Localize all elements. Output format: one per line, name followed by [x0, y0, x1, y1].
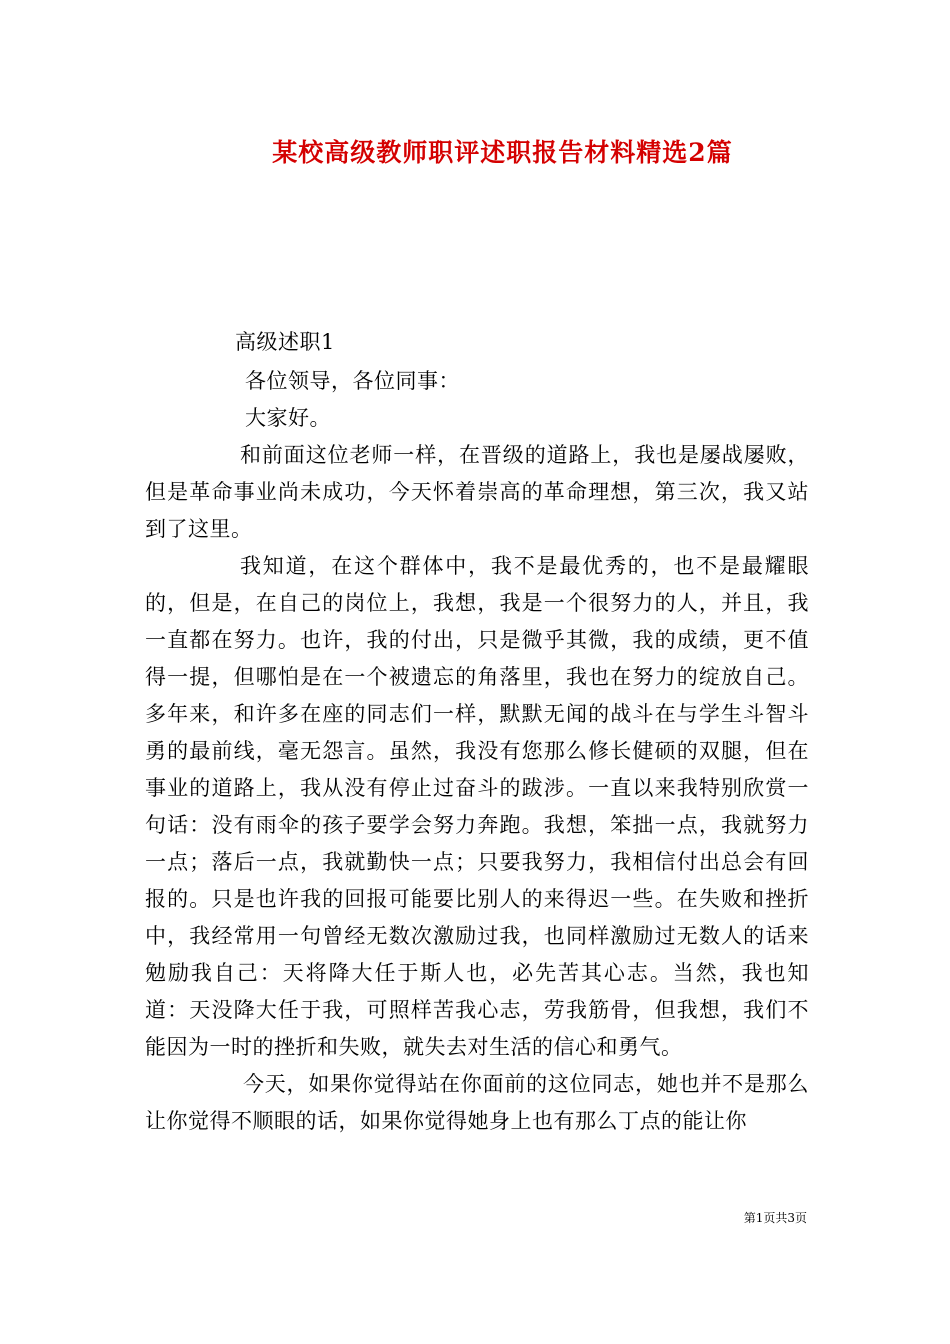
salutation: 各位领导，各位同事： [245, 369, 460, 393]
paragraph-2: 我知道，在这个群体中，我不是最优秀的，也不是最耀眼的，但是，在自己的岗位上，我想，我是一个很努力的人，并且，我一直都在努力。也许，我的付出，只是微乎其微，我的成绩，更不值得一提，但哪怕是在一个被遗忘的角落里，我也在努力的绽放自己。多年来，和许多在座的同志们一样，默默无闻的战斗在与学生斗智斗勇的最前线，毫无怨言。虽然，我没有您那么修长健硕的双腿，但在事业的道路上，我从没有停止过奋斗的跋涉。一直以来我特别欣赏一句话：没有雨伞的孩子要学会努力奔跑。我想，笨拙一点，我就努力一点；落后一点，我就勤快一点；只要我努力，我相信付出总会有回报的。只是也许我的回报可能要比别人的来得迟一些。在失败和挫折中，我经常用一句曾经无数次激励过我，也同样激励过无数人的话来勉励我自己：天将降大任于斯人也，必先苦其心志。当然，我也知道：天没降大任于我，可照样苦我心志，劳我筋骨，但我想，我们不能因为一时的挫折和失败，就失去对生活的信心和勇气。 [145, 554, 809, 1059]
paragraph-1: 和前面这位老师一样，在晋级的道路上，我也是屡战屡败，但是革命事业尚未成功，今天怀着崇高的革命理想，第三次，我又站到了这里。 [145, 443, 809, 541]
document-body [145, 324, 809, 1140]
paragraph-3: 今天，如果你觉得站在你面前的这位同志，她也并不是那么让你觉得不顺眼的话，如果你觉得她身上也有那么丁点的能让你 [145, 1072, 809, 1133]
document-title: 某校高级教师职评述职报告材料精选2篇 [272, 138, 733, 167]
greeting: 大家好。 [245, 406, 331, 430]
page-number: 第1页共3页 [743, 1211, 807, 1225]
section-heading: 高级述职1 [235, 330, 335, 354]
